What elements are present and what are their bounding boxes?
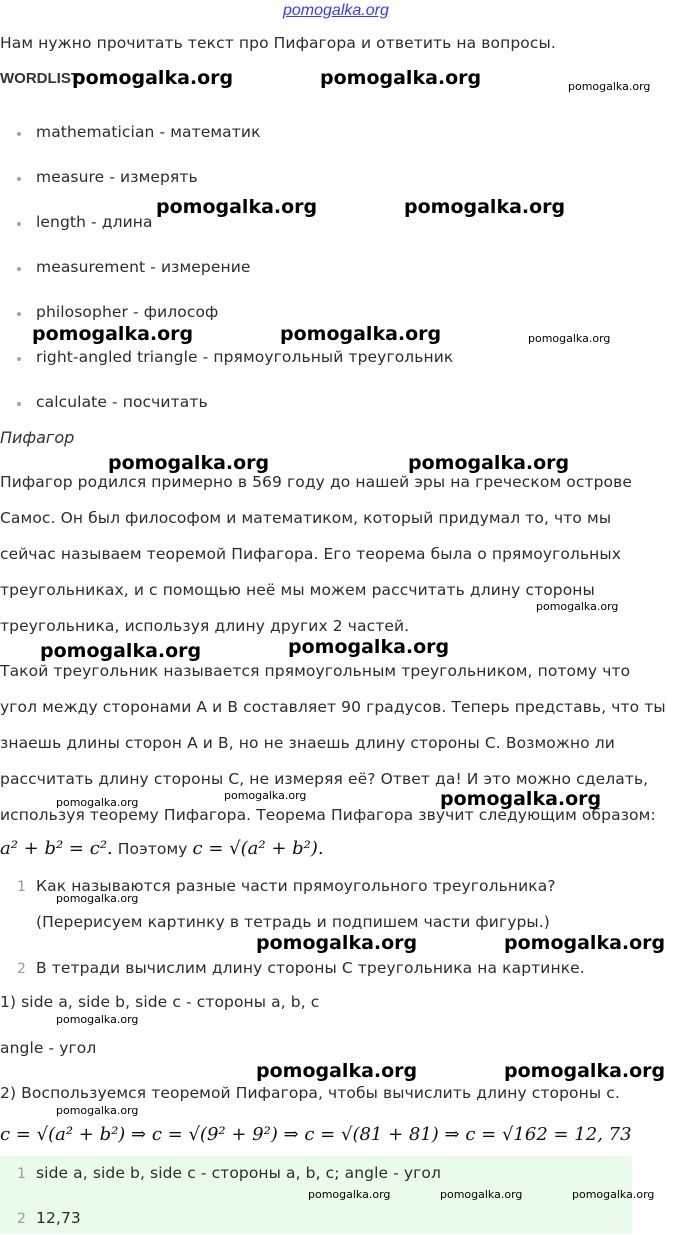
- list-item-text: right-angled triangle - прямоугольный треугольник: [36, 348, 454, 366]
- watermark: pomogalka.org: [504, 932, 666, 954]
- bullet-icon: [17, 132, 21, 136]
- watermark: pomogalka.org: [536, 600, 619, 613]
- list-item-text: length - длина: [36, 213, 153, 231]
- formula-connector: Поэтому: [112, 840, 193, 858]
- bullet-icon: [17, 267, 21, 271]
- watermark: pomogalka.org: [56, 892, 139, 905]
- watermark: pomogalka.org: [280, 323, 442, 345]
- watermark: pomogalka.org: [440, 1188, 523, 1201]
- article-line: Самос. Он был философом и математиком, который придумал то, что мы: [0, 509, 612, 527]
- list-item-text: calculate - посчитать: [36, 393, 208, 411]
- site-logo[interactable]: pomogalka.org: [283, 2, 389, 19]
- formula-main: a² + b² = c².: [0, 838, 113, 859]
- solution-line: 1) side a, side b, side c - стороны a, b, c: [0, 993, 320, 1011]
- watermark: pomogalka.org: [256, 932, 418, 954]
- bullet-icon: [17, 177, 21, 181]
- list-item-text: measure - измерять: [36, 168, 198, 186]
- answer-number: 2: [17, 1211, 26, 1227]
- watermark: pomogalka.org: [156, 196, 318, 218]
- list-item-text: mathematician - математик: [36, 123, 261, 141]
- article-heading: Пифагор: [0, 428, 75, 447]
- intro-text: Нам нужно прочитать текст про Пифагора и ответить на вопросы.: [0, 34, 556, 52]
- article-line: треугольниках, и с помощью неё мы можем рассчитать длину стороны: [0, 581, 595, 599]
- pythagoras-formula: [0, 838, 324, 859]
- article-line: Пифагор родился примерно в 569 году до нашей эры на греческом острове: [0, 473, 633, 491]
- solution-line: angle - угол: [0, 1039, 97, 1057]
- answer-text: side a, side b, side c - стороны a, b, c; angle - угол: [36, 1164, 441, 1182]
- bullet-icon: [17, 222, 21, 226]
- watermark: pomogalka.org: [568, 80, 651, 93]
- watermark: pomogalka.org: [404, 196, 566, 218]
- article-line: рассчитать длину стороны C, не измеряя её? Ответ да! И это можно сделать,: [0, 770, 649, 788]
- watermark: pomogalka.org: [528, 332, 611, 345]
- watermark: pomogalka.org: [572, 1188, 655, 1201]
- article-line: Такой треугольник называется прямоугольным треугольником, потому что: [0, 662, 631, 680]
- wordlist-title: WORDLIST: [0, 70, 80, 87]
- watermark: pomogalka.org: [56, 1013, 139, 1026]
- bullet-icon: [17, 357, 21, 361]
- article-line: используя теорему Пифагора. Теорема Пифагора звучит следующим образом:: [0, 806, 656, 824]
- solution-line: 2) Воспользуемся теоремой Пифагора, чтобы вычислить длину стороны c.: [0, 1084, 620, 1102]
- watermark: pomogalka.org: [56, 1104, 139, 1117]
- watermark: pomogalka.org: [224, 789, 307, 802]
- bullet-icon: [17, 402, 21, 406]
- watermark: pomogalka.org: [56, 796, 139, 809]
- article-line: знаешь длины сторон A и B, но не знаешь длину стороны C. Возможно ли: [0, 734, 615, 752]
- question-text: В тетради вычислим длину стороны C треугольника на картинке.: [36, 959, 585, 977]
- article-line: угол между сторонами A и B составляет 90 градусов. Теперь представь, что ты: [0, 698, 666, 716]
- question-number: 2: [17, 961, 26, 977]
- watermark: pomogalka.org: [32, 323, 194, 345]
- watermark: pomogalka.org: [504, 1060, 666, 1082]
- article-line: треугольника, используя длину других 2 частей.: [0, 617, 410, 635]
- watermark: pomogalka.org: [288, 636, 450, 658]
- bullet-icon: [17, 312, 21, 316]
- watermark: pomogalka.org: [308, 1188, 391, 1201]
- watermark: pomogalka.org: [72, 67, 234, 89]
- list-item-text: philosopher - философ: [36, 303, 219, 321]
- question-subtext: (Перерисуем картинку в тетрадь и подпишем части фигуры.): [36, 913, 550, 931]
- watermark: pomogalka.org: [320, 67, 482, 89]
- solution-formula: c = √(a² + b²) ⇒ c = √(9² + 9²) ⇒ c = √(81 + 81) ⇒ c = √162 = 12, 73: [0, 1124, 632, 1145]
- watermark: pomogalka.org: [40, 640, 202, 662]
- question-text: Как называются разные части прямоугольного треугольника?: [36, 877, 556, 895]
- article-line: сейчас называем теоремой Пифагора. Его теорема была о прямоугольных: [0, 545, 622, 563]
- list-item-text: measurement - измерение: [36, 258, 251, 276]
- watermark: pomogalka.org: [440, 788, 602, 810]
- answer-number: 1: [17, 1166, 26, 1182]
- answer-text: 12,73: [36, 1209, 81, 1227]
- watermark: pomogalka.org: [108, 452, 270, 474]
- question-number: 1: [17, 879, 26, 895]
- watermark: pomogalka.org: [408, 452, 570, 474]
- watermark: pomogalka.org: [256, 1060, 418, 1082]
- formula-result: c = √(a² + b²).: [192, 838, 324, 859]
